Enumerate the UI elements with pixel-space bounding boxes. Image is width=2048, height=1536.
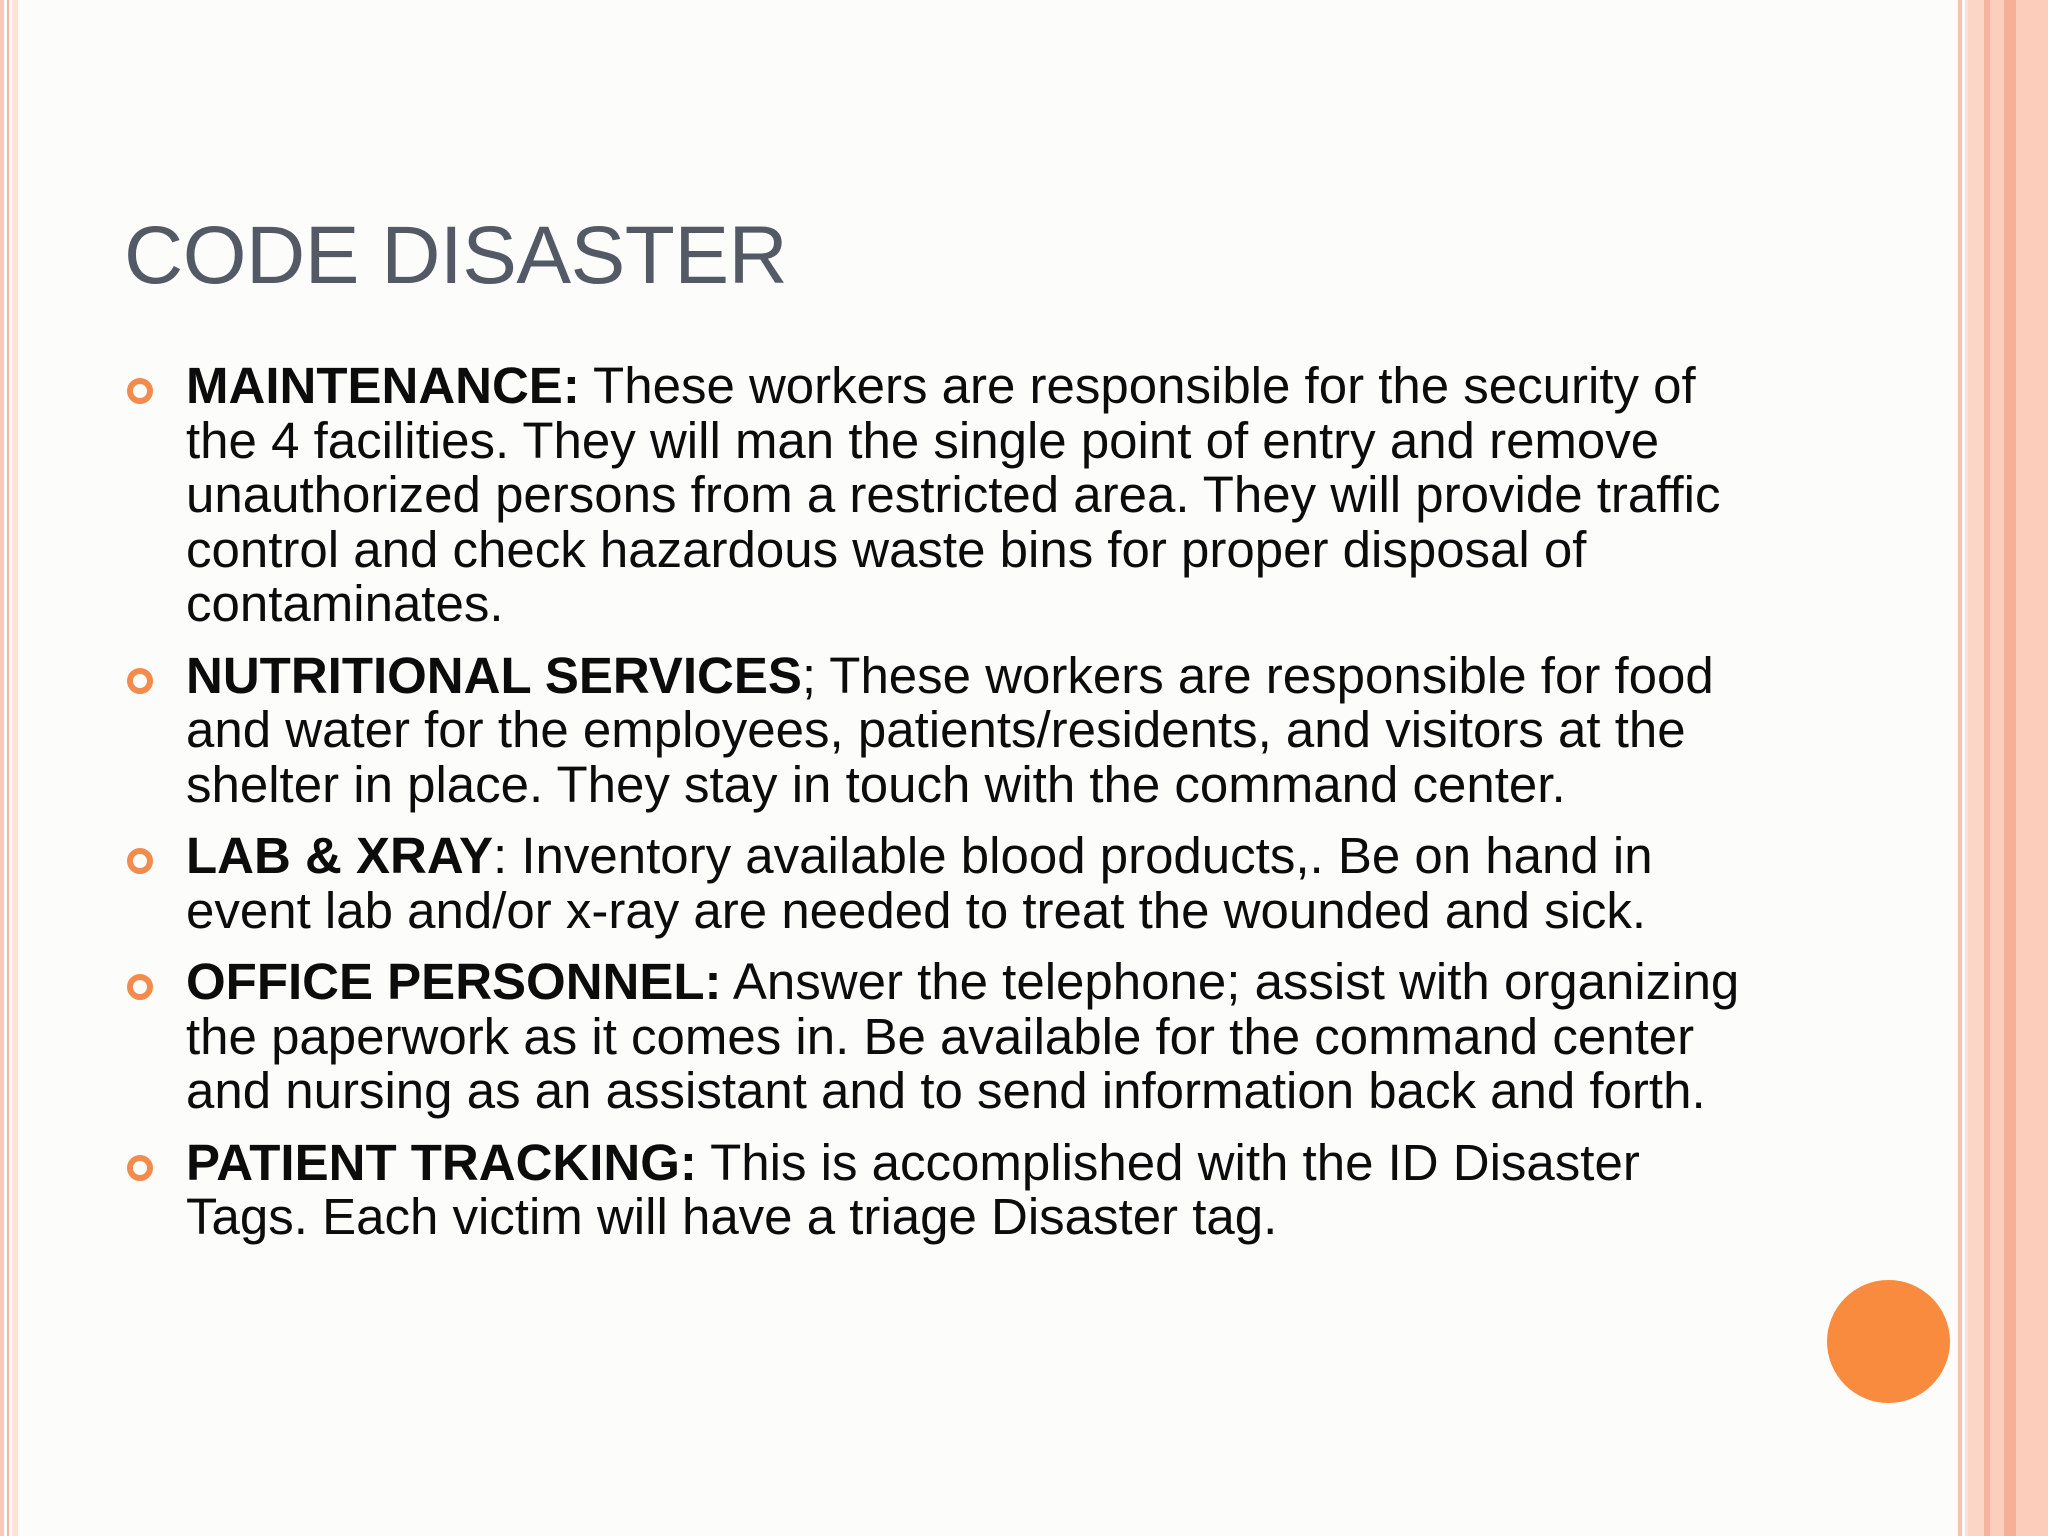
bullet-separator: : <box>493 827 508 884</box>
bullet-text: Inventory available blood products,. Be on hand in event lab and/or x-ray are needed to treat the wounded and sick. <box>186 827 1653 939</box>
bullet-text: This is accomplished with the ID Disaster Tags. Each victim will have a triage Disaster tag. <box>186 1133 1640 1245</box>
hollow-circle-bullet-icon <box>127 974 153 1000</box>
hollow-circle-bullet-icon <box>127 848 153 874</box>
bullet-separator: ; <box>801 646 817 704</box>
bullet-text: These workers are responsible for food and water for the employees, patients/residents, and visitors at the shelter in place. They stay in touch with the command center. <box>186 646 1714 813</box>
bullet-heading: PATIENT TRACKING: <box>186 1133 697 1191</box>
bullet-list <box>124 359 1754 1262</box>
bullet-item-nutritional-services <box>124 646 1754 813</box>
right-border-stripe <box>2004 0 2016 1536</box>
bullet-heading: MAINTENANCE: <box>186 357 580 414</box>
left-border-stripe <box>7 0 9 1536</box>
right-border-stripe <box>1990 0 2004 1536</box>
bullet-item-office-personnel <box>124 955 1754 1119</box>
hollow-circle-bullet-icon <box>127 1155 153 1181</box>
bullet-item-maintenance <box>124 359 1754 632</box>
bullet-item-patient-tracking <box>124 1133 1754 1245</box>
right-border-stripe <box>2016 0 2048 1536</box>
bullet-heading: NUTRITIONAL SERVICES <box>186 646 802 704</box>
left-border-stripe <box>0 0 4 1536</box>
bullet-item-lab-xray <box>124 829 1754 938</box>
bullet-heading: LAB & XRAY <box>186 827 493 884</box>
slide-title: CODE DISASTER <box>124 210 788 301</box>
bullet-text: Answer the telephone; assist with organizing the paperwork as it comes in. Be available for the command center and nursing as an assistant and to send information back and forth. <box>186 953 1740 1119</box>
hollow-circle-bullet-icon <box>127 378 153 404</box>
right-border-stripe <box>1958 0 1962 1536</box>
hollow-circle-bullet-icon <box>127 668 153 694</box>
orange-circle-decoration <box>1827 1280 1950 1403</box>
bullet-text: These workers are responsible for the security of the 4 facilities. They will man the single point of entry and remove unauthorized persons from a restricted area. They will provide traffic control and check hazardous waste bins for proper disposal of contaminates. <box>186 357 1721 632</box>
bullet-heading: OFFICE PERSONNEL: <box>186 953 722 1010</box>
right-border-stripe <box>1968 0 1984 1536</box>
